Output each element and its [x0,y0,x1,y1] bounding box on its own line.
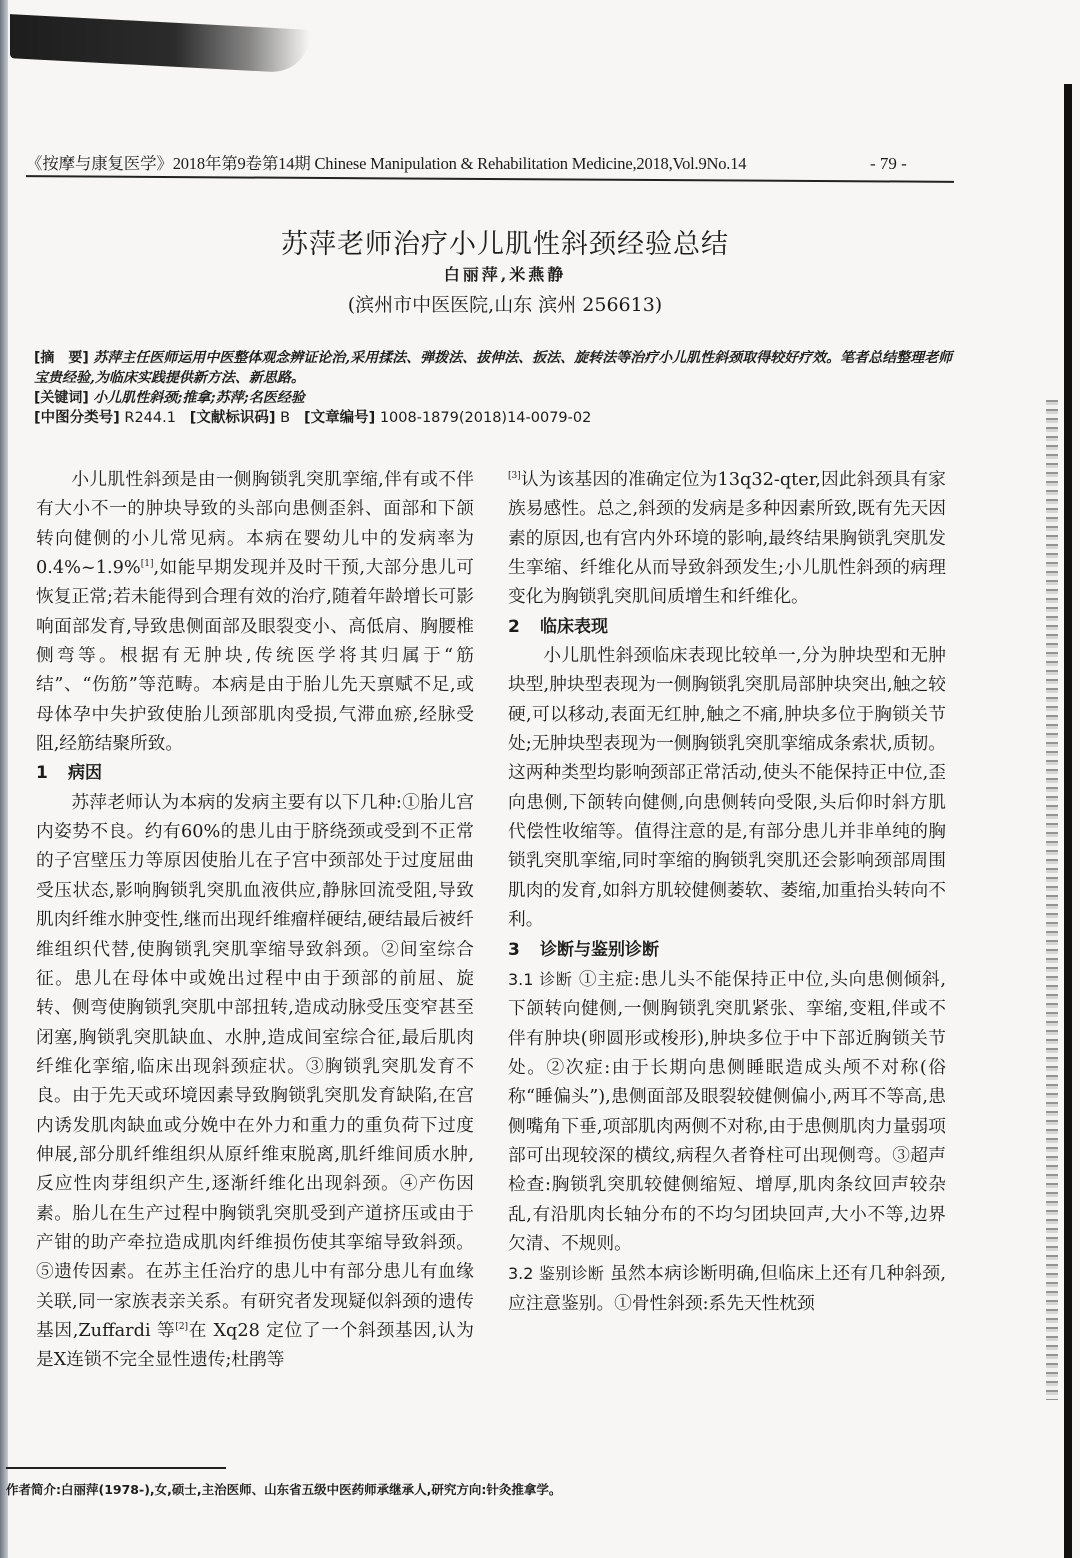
section-number: 1 [36,763,48,784]
section-number: 3 [508,939,520,960]
diagnosis-text: ①主症:患儿头不能保持正中位,头向患侧倾斜,下颌转向健侧,一侧胸锁乳突肌紧张、挛缩,变粗,伴或不伴有肿块(卵圆形或梭形),肿块多位于中下部近胸锁关节处。②次症:由于长期向患侧睡眠造成头颅不对称(俗称“睡偏头”),患侧面部及眼裂较健侧偏小,两耳不等高,患侧嘴角下垂,项部肌肉两侧不对称,由于患侧肌肉力量弱项部可出现较深的横纹,病程久者脊柱可出现侧弯。③超声检查:胸锁乳突肌较健侧缩短、增厚,肌肉条纹回声较杂乱,有沿肌肉长轴分布的不均匀团块回声,大小不等,边界欠清、不规则。 [508,969,946,1254]
citation-3-mark: [3] [508,471,521,482]
clc-label: [中图分类号] [34,410,120,426]
abstract-label: [摘 要] [34,350,89,366]
etiology-continued [508,466,946,613]
scan-noise [1046,400,1058,1400]
doc-code-value: B [280,410,291,426]
abstract-block [34,348,964,428]
intro-paragraph [36,466,474,759]
doc-code-label: [文献标识码] [189,410,276,426]
etiology-paragraph [36,789,474,1414]
scan-smudge [10,14,310,74]
section-title: 病因 [68,763,102,784]
clinical-paragraph: 小儿肌性斜颈临床表现比较单一,分为肿块型和无肿块型,肿块型表现为一侧胸锁乳突肌局部肿块突出,触之较硬,可以移动,表面无红肿,触之不痛,肿块多位于胸锁关节处;无肿块型表现为一侧胸锁乳突肌挛缩成条索状,质韧。这两种类型均影响颈部正常活动,使头不能保持正中位,歪向患侧,下颌转向健侧,向患侧转向受限,头后仰时斜方肌代偿性收缩等。值得注意的是,有部分患儿并非单纯的胸锁乳突肌挛缩,同时挛缩的胸锁乳突肌还会影响颈部周围肌肉的发育,如斜方肌较健侧萎软、萎缩,加重抬头转向不利。 [508,646,946,931]
subsection-label: 3.1 诊断 [508,969,573,989]
keywords-label: [关键词] [34,390,89,406]
section-heading-3 [508,936,946,965]
clc-value: R244.1 [124,410,176,426]
diagnosis-paragraph [508,965,946,1259]
author-footnote [6,1480,561,1498]
abstract [34,348,964,388]
section-heading-2 [508,613,946,642]
citation-2: [2] [175,1322,189,1333]
citation-1: [1] [140,559,154,570]
article-title: 苏萍老师治疗小儿肌性斜颈经验总结 [281,229,729,260]
classification-row [34,408,964,428]
intro-text-2: ,如能早期发现并及时干预,大部分患儿可恢复正常;若未能得到合理有效的治疗,随着年龄增长可影响面部发育,导致患侧面部及眼裂变小、高低肩、胸腰椎侧弯等。根据有无肿块,传统医学将其归属于“筋结”、“伤筋”等范畴。本病是由于胎儿先天禀赋不足,或母体孕中失护致使胎儿颈部肌肉受损,气滞血瘀,经脉受阻,经筋结聚所致。 [36,558,474,755]
subsection-label: 3.2 鉴别诊断 [508,1264,605,1284]
article-no-label: [文章编号] [303,410,376,426]
etiology-text-a: 苏萍老师认为本病的发病主要有以下几种:①胎儿宫内姿势不良。约有60%的患儿由于脐绕颈或受到不正常的子宫壁压力等原因使胎儿在子宫中颈部处于过度屈曲受压状态,影响胸锁乳突肌血液供应,静脉回流受阻,导致肌肉纤维水肿变性,继而出现纤维瘤样硬结,硬结最后被纤维组织代替,使胸锁乳突肌挛缩导致斜颈。②间室综合征。患儿在母体中或娩出过程中由于颈部的前屈、旋转、侧弯使胸锁乳突肌中部扭转,造成动脉受压变窄甚至闭塞,胸锁乳突肌缺血、水肿,造成间室综合征,最后肌肉纤维化挛缩,临床出现斜颈症状。③胸锁乳突肌发育不良。由于先天或环境因素导致胸锁乳突肌发育缺陷,在宫内诱发肌肉缺血或分娩中在外力和重力的重负荷下过度伸展,部分肌纤维组织从原纤维束脱离,肌纤维间质水肿,反应性肉芽组织产生,逐渐纤维化出现斜颈。④产伤因素。胎儿在生产过程中胸锁乳突肌受到产道挤压或由于产钳的助产牵拉造成肌肉纤维损伤使其挛缩导致斜颈。⑤遗传因素。在苏主任治疗的患儿中有部分患儿有血缘关联,同一家族表亲关系。有研究者发现疑似斜颈的遗传基因,Zuffardi 等 [36,792,474,1341]
citation-3 [508,470,521,490]
section-heading-1 [36,759,474,788]
footnote-rule [6,1467,226,1469]
intro-text-1: 小儿肌性斜颈是由一侧胸锁乳突肌挛缩,伴有或不伴有大小不一的肿块导致的头部向患侧歪斜、面部和下颌转向健侧的小儿常见病。本病在婴幼儿中的发病率为0.4%~1.9% [36,470,474,579]
article-affiliation: (滨州市中医医院,山东 滨州 256613) [347,294,663,316]
section-title: 诊断与鉴别诊断 [540,939,659,960]
running-head: 《按摩与康复医学》2018年第9卷第14期 Chinese Manipulation & Rehabilitation Medicine,2018,Vol.9No.14 [26,154,747,173]
footnote-label: 作者简介: [6,1482,61,1497]
footnote-text: 白丽萍(1978-),女,硕士,主治医师、山东省五级中医药师承继承人,研究方向:针灸推拿学。 [61,1482,562,1497]
section-number: 2 [508,616,520,637]
abstract-text: 苏萍主任医师运用中医整体观念辨证论治,采用揉法、弹拨法、拔伸法、扳法、旋转法等治疗小儿肌性斜颈取得较好疗效。笔者总结整理老师宝贵经验,为临床实践提供新方法、新思路。 [34,350,953,386]
differential-text: 虽然本病诊断明确,但临床上还有几种斜颈,应注意鉴别。①骨性斜颈:系先天性枕颈 [508,1264,946,1314]
section-title: 临床表现 [540,616,608,637]
keywords-text: 小儿肌性斜颈;推拿;苏萍;名医经验 [93,390,305,406]
etiology-text-c: 认为该基因的准确定位为13q32-qter,因此斜颈具有家族易感性。总之,斜颈的发病是多种因素所致,既有先天因素的原因,也有宫内外环境的影响,最终结果胸锁乳突肌发生挛缩、纤维化从而导致斜颈发生;小儿肌性斜颈的病理变化为胸锁乳突肌间质增生和纤维化。 [508,470,946,608]
page-right-edge-shadow [1064,84,1072,1558]
differential-paragraph [508,1259,946,1319]
article-authors: 白丽萍,米燕静 [443,265,567,284]
page-number: - 79 - [870,154,907,173]
header-rule [26,175,954,183]
article-no-value: 1008-1879(2018)14-0079-02 [379,410,592,426]
column-left [36,466,474,1414]
keywords [34,388,964,408]
column-right [508,466,946,1319]
etiology-text-b: 在 Xq28 定位了一个斜颈基因,认为是X连锁不完全显性遗传;杜鹃等 [36,1320,474,1371]
